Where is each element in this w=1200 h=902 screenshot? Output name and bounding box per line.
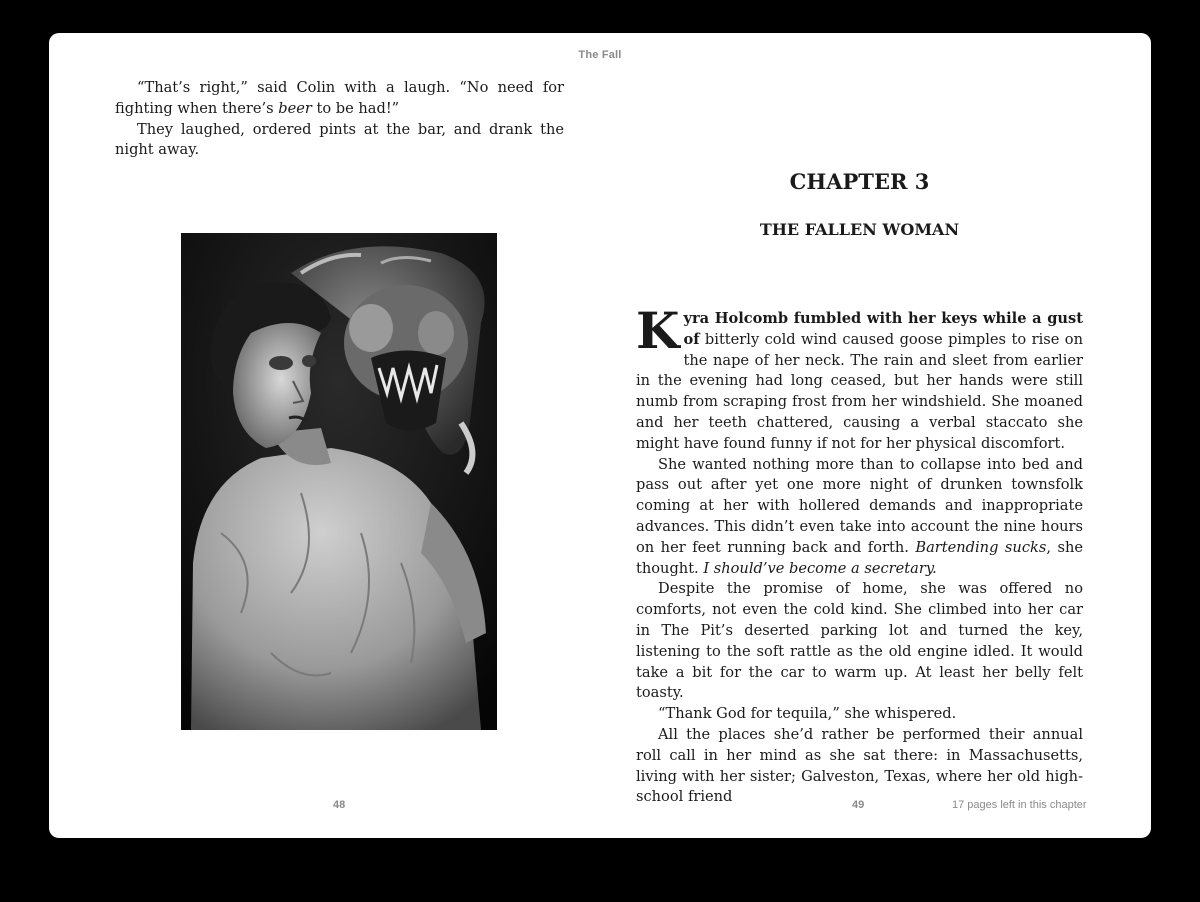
- chapter-number: CHAPTER 3: [789, 169, 930, 194]
- right-page-text: [636, 301, 1083, 808]
- page-number-right: 49: [852, 799, 865, 811]
- right-paragraph-5: All the places she’d rather be performed their annual roll call in her mind as she sat there: in Massachusetts, living with her sister; Galveston, Texas, where her old high-school friend: [636, 725, 1083, 806]
- lead-in-text: yra Holcomb fumbled with her keys while a gust of: [683, 310, 1083, 348]
- pages-left-indicator: 17 pages left in this chapter: [952, 799, 1087, 811]
- illustration-art: [181, 233, 497, 730]
- right-paragraph-1: Kyra Holcomb fumbled with her keys while a gust of bitterly cold wind caused goose pimples to rise on the nape of her neck. The rain and sleet from earlier in the evening had long ceased, but her hands were still numb from scraping frost from her windshield. She moaned and her teeth chattered, causing a verbal staccato she might have found funny if not for her physical discomfort.: [636, 301, 1083, 452]
- drop-cap: K: [636, 301, 680, 360]
- page-number-left: 48: [333, 799, 346, 811]
- reader-window: [49, 33, 1151, 838]
- right-paragraph-2: She wanted nothing more than to collapse into bed and pass out after yet one more night of drunken townsfolk coming at her with hollered demands and inappropriate advances. This didn’t even take into account the nine hours on her feet running back and forth. Bartending sucks, she thought. I should’ve become a secretary.: [636, 455, 1083, 577]
- chapter-illustration[interactable]: [181, 233, 497, 730]
- right-paragraph-4: “Thank God for tequila,” she whispered.: [658, 705, 957, 723]
- right-paragraph-3: Despite the promise of home, she was offered no comforts, not even the cold kind. She climbed into her car in The Pit’s deserted parking lot and turned the key, listening to the soft rattle as the old engine idled. It would take a bit for the car to warm up. At least her belly felt toasty.: [636, 580, 1083, 702]
- book-title: The Fall: [578, 49, 622, 61]
- left-paragraph-1: “That’s right,” said Colin with a laugh. “No need for fighting when there’s beer to be had!”: [115, 79, 564, 117]
- left-page-text: [115, 78, 564, 161]
- chapter-title: THE FALLEN WOMAN: [759, 220, 960, 239]
- left-paragraph-2: They laughed, ordered pints at the bar, and drank the night away.: [115, 120, 564, 159]
